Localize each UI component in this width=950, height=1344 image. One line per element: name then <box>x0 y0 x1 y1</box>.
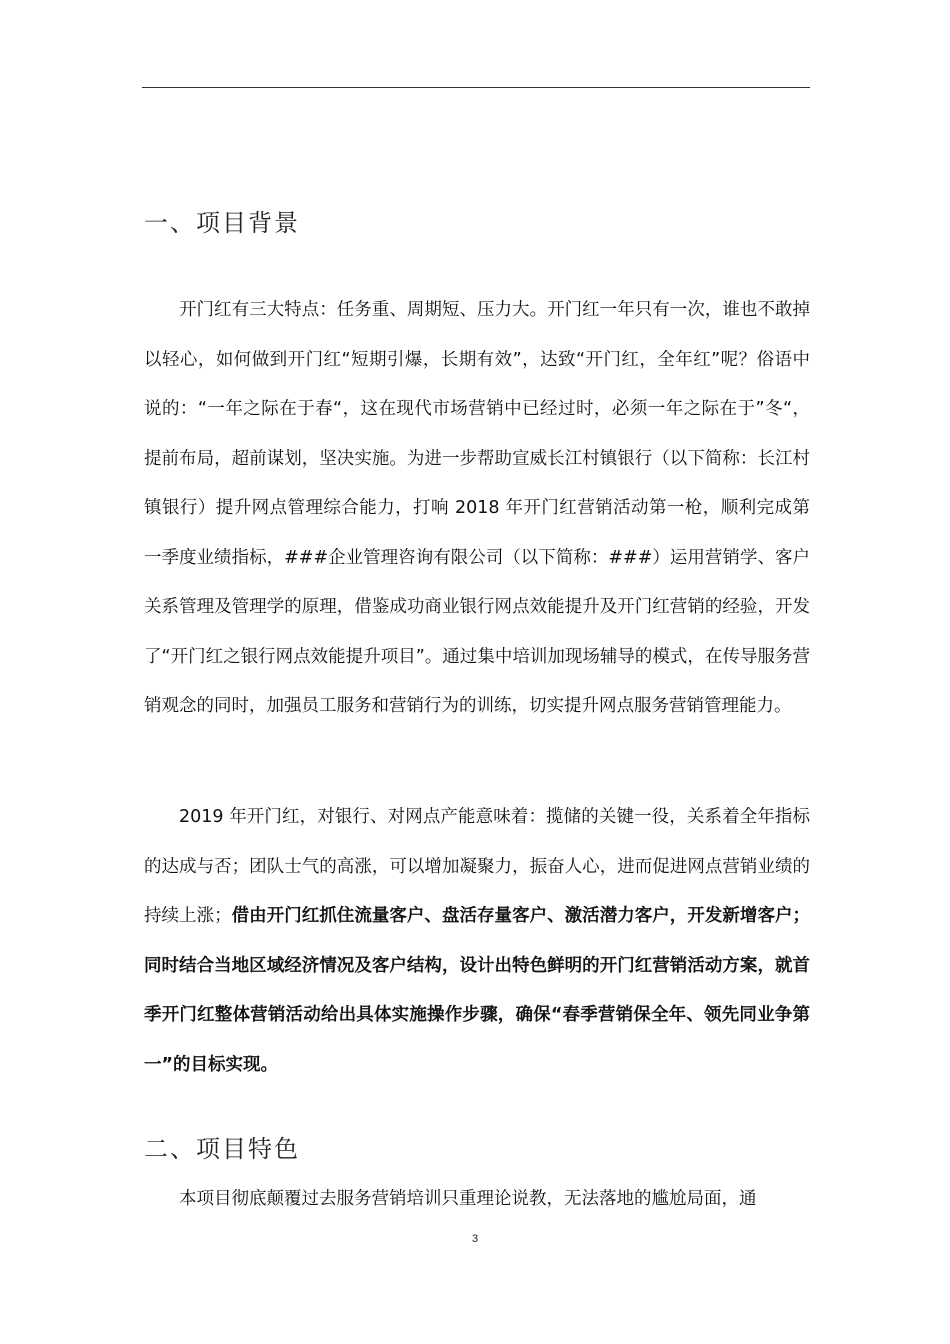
features-paragraph-1: 本项目彻底颠覆过去服务营销培训只重理论说教，无法落地的尴尬局面，通 <box>179 1189 757 1209</box>
background-paragraph-2 <box>144 793 810 1090</box>
paragraph-2-normal-text: 2019 年开门红，对银行、对网点产能意味着：揽储的关键一役，关系着全年指标的达成与否；团队士气的高涨，可以增加凝聚力，振奋人心，进而促进网点营销业绩的持续上涨； <box>144 807 810 926</box>
page-number: 3 <box>471 1233 479 1245</box>
header-rule <box>142 87 810 88</box>
section-heading-background: 一、项目背景 <box>144 209 300 237</box>
background-paragraph-1: 开门红有三大特点：任务重、周期短、压力大。开门红一年只有一次，谁也不敢掉以轻心，如何做到开门红“短期引爆，长期有效”，达致“开门红，全年红”呢？俗语中说的：“一年之际在于春“，这在现代市场营销中已经过时，必须一年之际在于”冬“，提前布局，超前谋划，坚决实施。为进一步帮助宣威长江村镇银行（以下简称：长江村镇银行）提升网点管理综合能力，打响 2018 年开门红营销活动第一枪，顺利完成第一季度业绩指标，###企业管理咨询有限公司（以下简称：###）运用营销学、客户关系管理及管理学的原理，借鉴成功商业银行网点效能提升及开门红营销的经验，开发了“开门红之银行网点效能提升项目”。通过集中培训加现场辅导的模式，在传导服务营销观念的同时，加强员工服务和营销行为的训练，切实提升网点服务营销管理能力。 <box>144 300 810 716</box>
paragraph-2-bold-text: 借由开门红抓住流量客户、盘活存量客户、激活潜力客户，开发新增客户；同时结合当地区域经济情况及客户结构，设计出特色鲜明的开门红营销活动方案，就首季开门红整体营销活动给出具体实施操作步骤，确保“春季营销保全年、领先同业争第一”的目标实现。 <box>144 906 810 1075</box>
section-heading-features: 二、项目特色 <box>144 1135 300 1163</box>
